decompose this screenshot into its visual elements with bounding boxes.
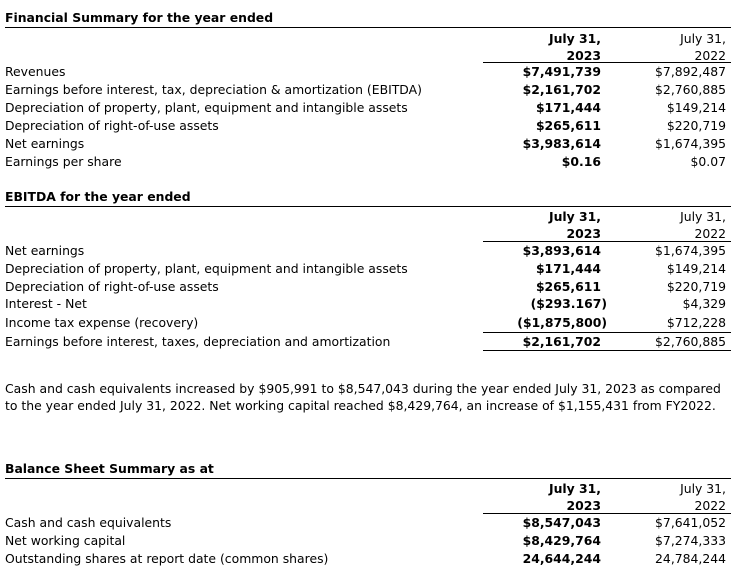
- col-2023-header: July 31, 2023: [548, 481, 601, 513]
- ebitda-title: EBITDA for the year ended: [5, 189, 191, 204]
- balance-sheet-header: [5, 481, 731, 515]
- financial-summary-header: [5, 31, 731, 65]
- table-row: Depreciation of property, plant, equipment and intangible assets $171,444 $149,214: [5, 100, 726, 115]
- table-row: Depreciation of right-of-use assets $265,611 $220,719: [5, 118, 726, 133]
- table-row: Net earnings $3,893,614 $1,674,395: [5, 243, 726, 258]
- table-row: Income tax expense (recovery) ($1,875,800) $712,228: [5, 315, 726, 330]
- table-row: Earnings before interest, tax, depreciation & amortization (EBITDA) $2,161,702 $2,760,885: [5, 82, 726, 97]
- ebitda-total-bottom-rule: [483, 350, 731, 351]
- col-2023-header: July 31, 2023: [548, 31, 601, 63]
- ebitda-top-rule: [5, 206, 731, 207]
- cash-summary-paragraph: Cash and cash equivalents increased by $905,991 to $8,547,043 during the year ended July 31, 2023 as compared to the year ended July 31, 2022. Net working capital reached $8,429,764, an increase of $1,155,431 from FY2022.: [5, 381, 721, 413]
- financial-summary-title: Financial Summary for the year ended: [5, 10, 274, 25]
- table-row: Cash and cash equivalents $8,547,043 $7,641,052: [5, 515, 726, 530]
- table-row: Interest - Net ($293.167) $4,329: [5, 296, 726, 311]
- col-2022-header: July 31, 2022: [680, 481, 726, 513]
- table-row-total: Earnings before interest, taxes, depreciation and amortization $2,161,702 $2,760,885: [5, 334, 726, 349]
- table-row: Net earnings $3,983,614 $1,674,395: [5, 136, 726, 151]
- table-row: Depreciation of right-of-use assets $265,611 $220,719: [5, 279, 726, 294]
- ebitda-header: [5, 209, 731, 243]
- table-row: Revenues $7,491,739 $7,892,487: [5, 64, 726, 79]
- table-row: Depreciation of property, plant, equipment and intangible assets $171,444 $149,214: [5, 261, 726, 276]
- table-row: Outstanding shares at report date (common shares) 24,644,244 24,784,244: [5, 551, 726, 566]
- balance-sheet-title: Balance Sheet Summary as at: [5, 461, 214, 476]
- table-row: Net working capital $8,429,764 $7,274,333: [5, 533, 726, 548]
- balance-sheet-top-rule: [5, 478, 731, 479]
- col-2022-header: July 31, 2022: [680, 209, 726, 241]
- financial-summary-top-rule: [5, 27, 731, 28]
- col-2023-header: July 31, 2023: [548, 209, 601, 241]
- col-2022-header: July 31, 2022: [680, 31, 726, 63]
- table-row: Earnings per share $0.16 $0.07: [5, 154, 726, 169]
